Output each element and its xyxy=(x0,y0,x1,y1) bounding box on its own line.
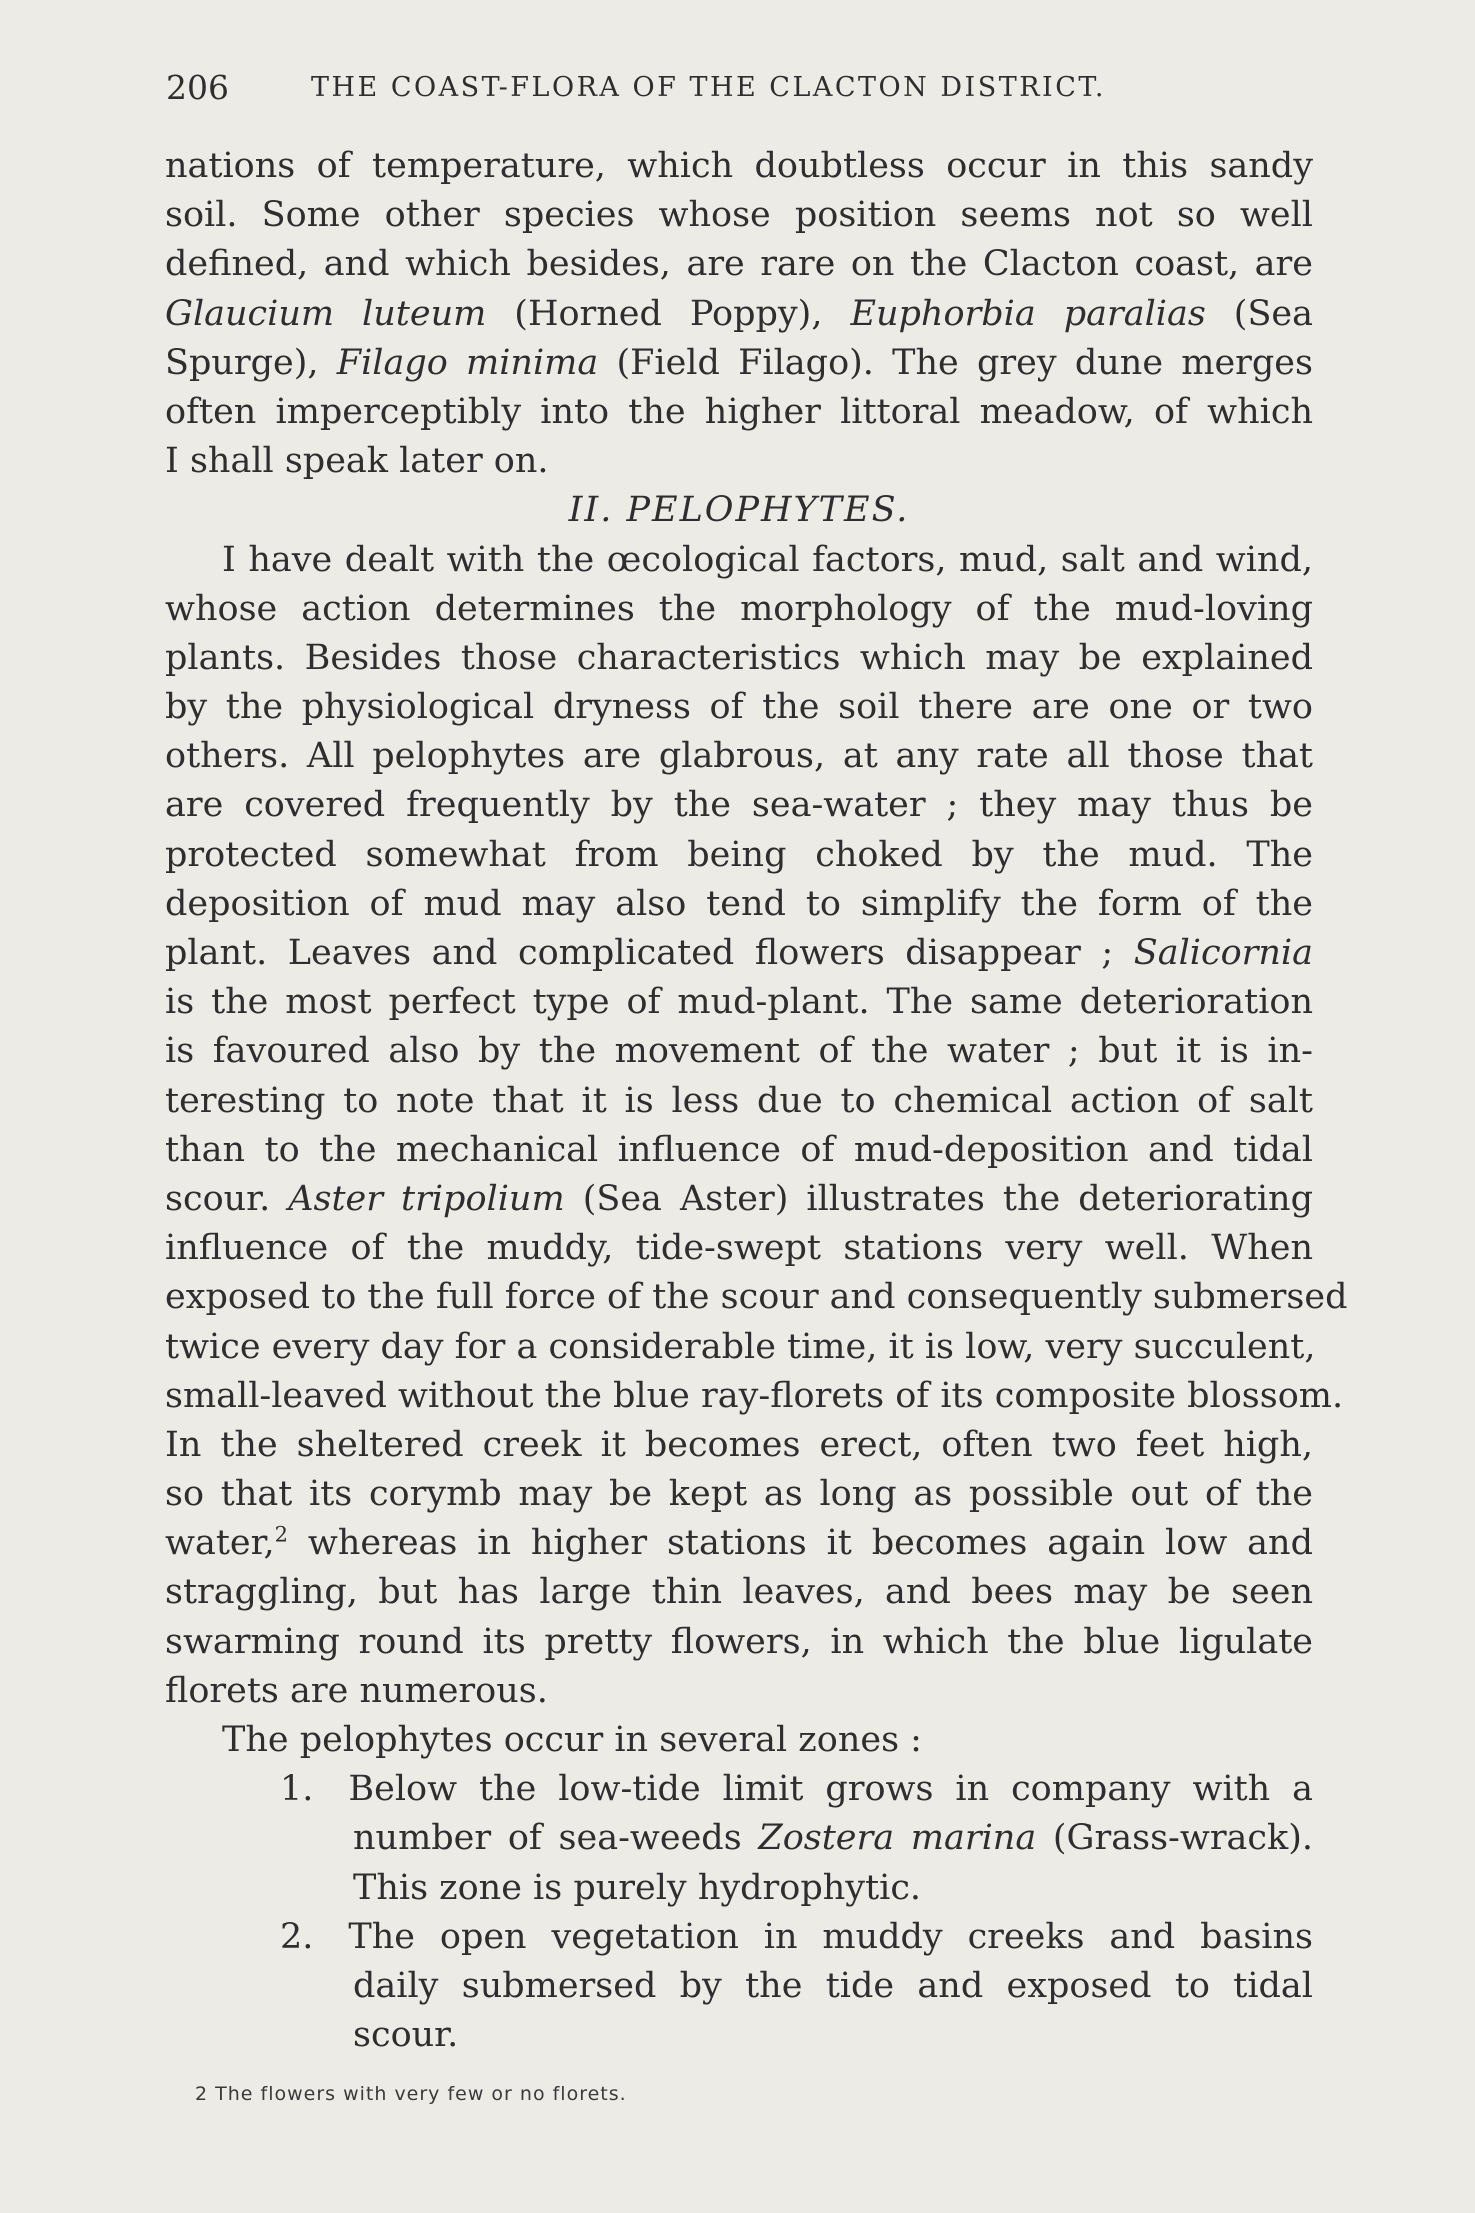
text-span: whereas in higher stations it becomes again low and xyxy=(288,1523,1313,1564)
text-span: exposed to the full force of the scour and consequently submersed xyxy=(165,1277,1348,1318)
text-span: (Field Filago). The grey dune merges xyxy=(598,342,1313,383)
text-span: scour. xyxy=(165,1178,289,1219)
footnote xyxy=(195,2083,627,2105)
text-line xyxy=(165,1027,1313,1076)
text-line xyxy=(165,1519,1313,1568)
text-span: Spurge), xyxy=(165,342,337,383)
italic-term: Euphorbia paralias xyxy=(850,293,1206,334)
footnote-marker: 2 xyxy=(195,2083,209,2105)
text-span: (Grass-wrack). xyxy=(1036,1818,1314,1859)
text-span: defined, and which besides, are rare on the Clacton coast, are xyxy=(165,244,1313,285)
text-line xyxy=(165,437,1313,486)
text-line xyxy=(165,1962,1313,2011)
text-line xyxy=(165,1273,1348,1322)
text-span: II. PELOPHYTES. xyxy=(568,490,910,531)
text-line xyxy=(165,1126,1313,1175)
italic-term: Aster tripolium xyxy=(288,1178,565,1219)
text-line xyxy=(165,1765,1313,1814)
text-line xyxy=(165,781,1313,830)
text-span: twice every day for a considerable time, it is low, very succulent, xyxy=(165,1326,1316,1367)
text-line xyxy=(165,536,1313,585)
text-span: number of sea-weeds xyxy=(353,1818,759,1859)
text-line xyxy=(165,2011,1313,2060)
running-title: THE COAST-FLORA OF THE CLACTON DISTRICT. xyxy=(311,72,1106,103)
italic-term: Zostera marina xyxy=(758,1818,1037,1859)
text-span: plant. Leaves and complicated flowers disappear ; xyxy=(165,933,1134,973)
text-span: (Horned Poppy), xyxy=(486,293,851,334)
text-span: daily submersed by the tide and exposed to tidal xyxy=(353,1965,1313,2006)
text-line xyxy=(165,634,1313,683)
text-span: deposition of mud may also tend to simplify the form of the xyxy=(165,883,1313,924)
text-line xyxy=(165,1716,1313,1765)
text-line xyxy=(165,929,1313,978)
text-line xyxy=(165,1667,1313,1716)
text-line xyxy=(165,1568,1313,1617)
footnote-text: The flowers with very few or no florets. xyxy=(215,2083,627,2105)
section-heading xyxy=(165,486,1313,535)
italic-term: Filago minima xyxy=(336,342,599,383)
text-line xyxy=(165,1618,1313,1667)
text-line xyxy=(165,142,1313,191)
text-line xyxy=(165,290,1313,339)
italic-term: Salicornia xyxy=(1133,933,1313,973)
text-span: swarming round its pretty flowers, in which the blue ligulate xyxy=(165,1621,1313,1662)
text-line xyxy=(165,585,1313,634)
text-line xyxy=(165,1175,1313,1224)
text-line xyxy=(165,388,1313,437)
text-span: nations of temperature, which doubtless occur in this sandy xyxy=(165,146,1313,186)
text-span: others. All pelophytes are glabrous, at any rate all those that xyxy=(165,736,1313,777)
text-span: protected somewhat from being choked by the mud. The xyxy=(165,834,1313,875)
text-line xyxy=(165,732,1313,781)
text-span: 1. Below the low-tide limit grows in company with a xyxy=(280,1769,1313,1810)
text-span: small-leaved without the blue ray-florets of its composite blossom. xyxy=(165,1375,1344,1416)
text-span: This zone is purely hydrophytic. xyxy=(353,1867,922,1908)
text-span: (Sea xyxy=(1205,293,1313,334)
text-span: by the physiological dryness of the soil there are one or two xyxy=(165,687,1313,728)
text-span: soil. Some other species whose position seems not so well xyxy=(165,195,1313,236)
page-number: 206 xyxy=(166,68,229,107)
text-span: I shall speak later on. xyxy=(165,441,549,482)
text-line xyxy=(165,1913,1313,1962)
text-line xyxy=(165,1323,1316,1372)
text-span: whose action determines the morphology of the mud-loving xyxy=(165,588,1313,629)
text-line xyxy=(165,1864,1313,1913)
text-line xyxy=(165,339,1313,388)
text-span: influence of the muddy, tide-swept stations very well. When xyxy=(165,1228,1313,1269)
text-span: straggling, but has large thin leaves, and bees may be seen xyxy=(165,1572,1313,1613)
text-line xyxy=(165,1470,1313,1519)
text-line xyxy=(165,1421,1313,1470)
italic-term: Glaucium luteum xyxy=(165,293,487,334)
text-line xyxy=(165,978,1313,1027)
text-line xyxy=(165,1224,1313,1273)
text-span: so that its corymb may be kept as long as possible out of the xyxy=(165,1474,1313,1515)
text-span: The pelophytes occur in several zones : xyxy=(222,1720,922,1760)
text-span: than to the mechanical influence of mud-deposition and tidal xyxy=(165,1129,1313,1170)
text-line xyxy=(165,191,1313,240)
text-span: teresting to note that it is less due to chemical action of salt xyxy=(165,1080,1313,1121)
text-span: are covered frequently by the sea-water ; they may thus be xyxy=(165,785,1313,826)
text-line xyxy=(165,1372,1344,1421)
text-line xyxy=(165,831,1313,880)
text-span: florets are numerous. xyxy=(165,1670,548,1711)
text-span: is favoured also by the movement of the water ; but it is in- xyxy=(165,1031,1313,1072)
text-line xyxy=(165,880,1313,929)
text-span: water, xyxy=(165,1523,275,1564)
text-span: scour. xyxy=(353,2015,459,2056)
text-span: is the most perfect type of mud-plant. The same deterioration xyxy=(165,982,1313,1023)
body-text xyxy=(165,142,1348,2060)
text-span: I have dealt with the œcological factors, mud, salt and wind, xyxy=(222,539,1313,580)
running-header xyxy=(166,68,1326,114)
text-span: often imperceptibly into the higher littoral meadow, of which xyxy=(165,391,1313,432)
text-line xyxy=(165,683,1313,732)
text-span: 2. The open vegetation in muddy creeks and basins xyxy=(280,1916,1313,1957)
text-line xyxy=(165,240,1313,289)
text-span: In the sheltered creek it becomes erect, often two feet high, xyxy=(165,1424,1313,1465)
text-line xyxy=(165,1814,1313,1863)
footnote-ref: 2 xyxy=(274,1522,288,1547)
text-span: (Sea Aster) illustrates the deteriorating xyxy=(564,1178,1313,1219)
text-span: plants. Besides those characteristics which may be explained xyxy=(165,637,1313,678)
text-line xyxy=(165,1077,1313,1126)
